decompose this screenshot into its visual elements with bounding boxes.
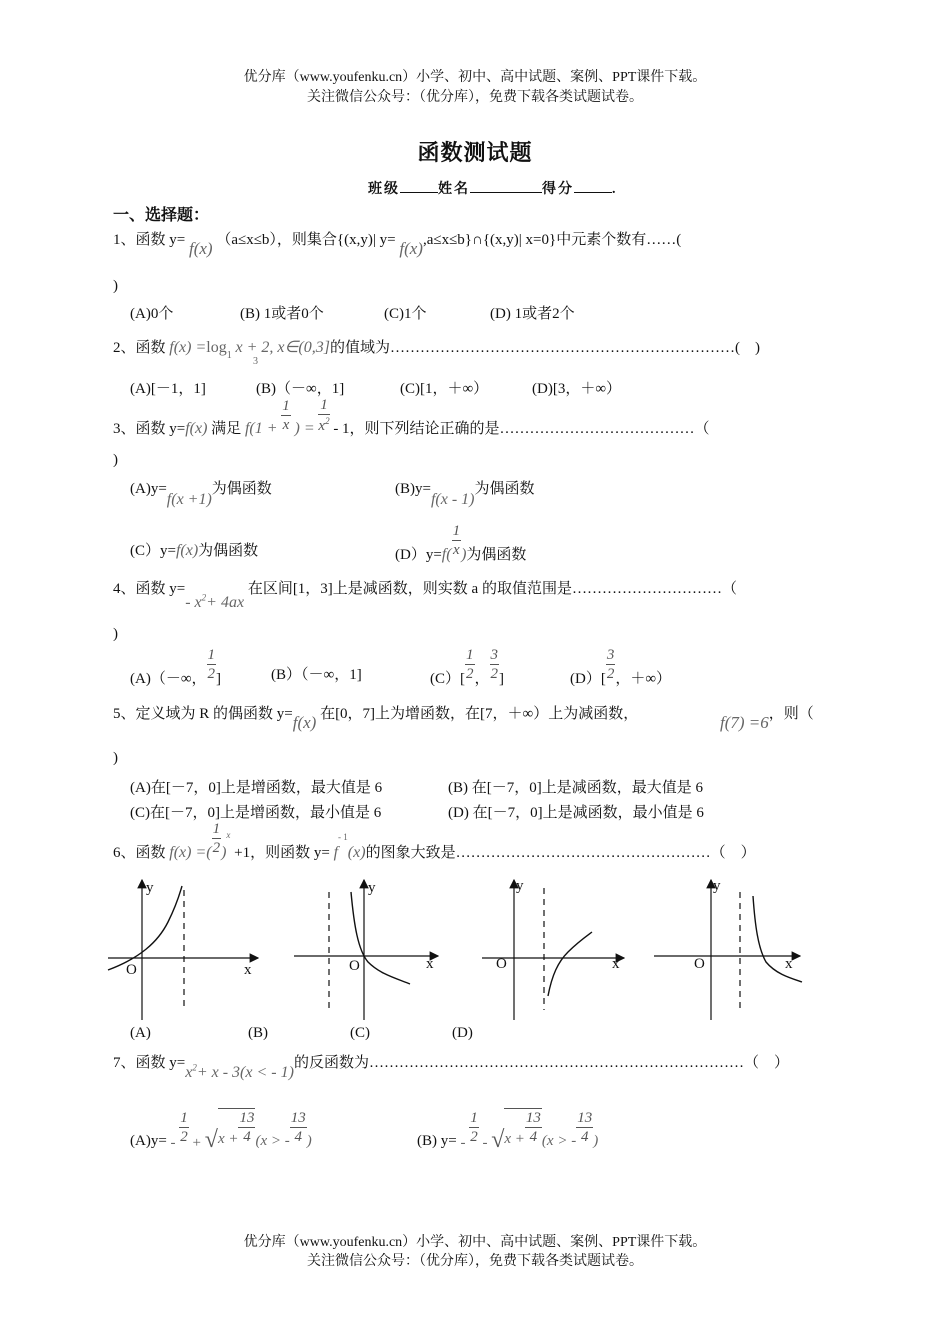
q2-option-b[interactable]: (B)（－∞，1]: [256, 381, 345, 397]
q4-option-d[interactable]: [570, 648, 671, 696]
graph-d-curve: [753, 896, 802, 982]
q5-close: ): [113, 750, 118, 766]
q4-opt-c-frac2: [490, 648, 500, 682]
q3-equals: ) =: [294, 420, 315, 438]
graph-a-origin: O: [126, 962, 137, 978]
header-line-1: 优分库（www.youfenku.cn）小学、初中、高中试题、案例、PPT课件下载。: [243, 70, 707, 85]
q6-close-paren: ): [221, 844, 227, 862]
q3-opt-b-expr: f(x - 1): [430, 491, 475, 508]
q3-option-a[interactable]: [130, 477, 272, 508]
graph-c-curve: [548, 932, 592, 996]
q3-option-d[interactable]: [395, 524, 526, 572]
question-6: [113, 822, 756, 872]
q1-fx: f(x): [188, 239, 213, 258]
q2-fx: f(x) =: [169, 339, 207, 356]
q1-text-a: 1、函数 y=: [113, 232, 186, 248]
graph-b-curve: [351, 892, 410, 984]
q6-fx: f(x) =(: [169, 844, 212, 862]
q4-opt-c-sep: ，: [474, 671, 490, 688]
q7-opt-a-plus: +: [192, 1135, 202, 1152]
q7-opt-a-label: (A)y=: [130, 1133, 167, 1150]
graph-c-origin: O: [496, 956, 507, 972]
q7-opt-a-cond-num: 13: [290, 1110, 306, 1126]
q7-opt-a-13-den: 4: [243, 1129, 251, 1145]
q1-close: ): [113, 278, 118, 294]
q4-opt-d-den: 2: [606, 666, 615, 682]
q7-opt-a-half-num: 1: [180, 1110, 188, 1126]
q7-opt-a-frac-13: [238, 1111, 255, 1145]
q7-opt-a-sqrt: √: [204, 1127, 218, 1154]
q4-expr: [185, 594, 244, 611]
score-blank[interactable]: [574, 178, 612, 193]
q4-opt-d-frac: [606, 648, 616, 682]
q7-opt-b-close: ): [593, 1133, 599, 1150]
q4-text-b: 在区间[1，3]上是减函数，则实数 a 的取值范围是…………………………（: [247, 581, 737, 597]
q2-option-d[interactable]: (D)[3，＋∞）: [532, 381, 622, 397]
q7-opt-a-half-den: 2: [180, 1129, 188, 1145]
question-4: [113, 577, 737, 611]
q4-expr-b: + 4ax: [206, 594, 245, 611]
q3-text-e: - 1，则下列结论正确的是…………………………………（: [333, 421, 710, 438]
graph-c-x-label: x: [612, 956, 620, 972]
q3-frac-1-over-x2: [318, 398, 329, 434]
footer-line-2: 关注微信公众号：（优分库），免费下载各类试题试卷。: [307, 1254, 643, 1269]
q7-opt-b-sqrt: √: [491, 1127, 505, 1154]
q1-option-c[interactable]: (C)1个: [384, 306, 427, 322]
score-label: 得分: [542, 182, 574, 197]
q7-opt-b-half-num: 1: [470, 1110, 478, 1126]
question-1: [113, 228, 682, 258]
q6-inv-power: - 1: [338, 832, 348, 843]
section-heading: 一、选择题：: [113, 207, 210, 224]
q4-option-b[interactable]: (B）（－∞，1]: [271, 667, 362, 683]
graph-d-label[interactable]: (D): [452, 1025, 473, 1041]
q2-log-base: 1: [226, 350, 232, 361]
info-line: [368, 178, 618, 198]
q4-opt-d-num: 3: [606, 647, 615, 663]
q7-opt-a-frac-cond: [290, 1111, 307, 1145]
question-5: [113, 702, 639, 732]
graph-d[interactable]: [654, 878, 802, 1020]
q2-option-a[interactable]: (A)[－1，1]: [130, 381, 206, 397]
q3-opt-c-expr: f(x): [175, 542, 199, 559]
q7-opt-b-13-den: 4: [529, 1129, 538, 1145]
graph-d-origin: O: [694, 956, 705, 972]
q5-option-a[interactable]: (A)在[－7，0]上是增函数，最大值是 6: [130, 780, 383, 796]
q7-opt-a-xplus: x +: [217, 1131, 239, 1148]
q2-log: log: [206, 339, 227, 356]
q7-opt-b-minus: -: [460, 1135, 466, 1152]
graph-c-label[interactable]: (C): [350, 1025, 370, 1041]
q2-option-c[interactable]: (C)[1，＋∞）: [400, 381, 489, 397]
name-label: 姓名: [438, 182, 470, 197]
q7-opt-b-cond-den: 4: [580, 1129, 589, 1145]
q4-opt-d-label: (D）[: [570, 671, 606, 688]
q3-opt-c-text: 为偶函数: [198, 543, 259, 559]
graph-c[interactable]: [482, 878, 624, 1020]
q3-opt-a-label: (A)y=: [130, 481, 167, 497]
page-title: 函数测试题: [417, 140, 533, 165]
q4-opt-d-end: ，＋∞）: [615, 671, 672, 688]
q5-tail: [720, 702, 814, 732]
q3-text-a: 3、函数 y=: [113, 421, 186, 438]
q4-expr-sq: 2: [201, 592, 207, 603]
q6-frac-den: 2: [212, 840, 221, 856]
q7-opt-b-label: (B) y=: [417, 1133, 457, 1150]
q7-opt-b-xplus: x +: [504, 1131, 525, 1148]
q7-text-a: 7、函数 y=: [113, 1055, 186, 1071]
q6-frac: [212, 822, 222, 856]
q3-opt-a-text: 为偶函数: [211, 481, 272, 497]
question-7: [113, 1051, 789, 1081]
question-3: [113, 398, 710, 448]
q3-opt-a-expr: f(x +1): [166, 491, 212, 508]
graph-d-x-label: x: [785, 956, 793, 972]
q7-opt-a-minus: -: [170, 1135, 176, 1152]
q4-opt-c-num2: 3: [490, 647, 499, 663]
q3-opt-d-f: f(: [441, 546, 452, 564]
q3-opt-d-label: (D）y=: [395, 547, 442, 564]
q4-opt-c-frac1: [465, 648, 475, 682]
graph-a-x-label: x: [244, 962, 252, 978]
q6-text-a: 6、函数: [113, 845, 166, 862]
q3-f-arg: f(1 +: [244, 420, 278, 438]
q1-option-d[interactable]: (D) 1或者2个: [490, 306, 575, 322]
graph-d-y-label: y: [713, 878, 721, 894]
q7-opt-a-close: ): [306, 1133, 312, 1150]
q6-power: x: [226, 830, 231, 841]
q3-opt-d-den: x: [452, 542, 460, 558]
q4-opt-a-label: (A)（－∞，: [130, 671, 207, 688]
q1-option-b[interactable]: (B) 1或者0个: [240, 306, 324, 322]
q3-option-c[interactable]: [130, 539, 258, 560]
q2-log-base-den: 3: [253, 356, 258, 367]
graph-b-x-label: x: [426, 956, 434, 972]
q7-opt-a-cond: (x > -: [255, 1133, 290, 1150]
q1-option-a[interactable]: (A)0个: [130, 306, 174, 322]
q4-option-c[interactable]: [430, 648, 504, 696]
q6-text-plus: +1，则函数 y=: [234, 845, 330, 862]
q6-finv: f: [333, 844, 339, 862]
q4-opt-a-den: 2: [207, 666, 216, 682]
q2-text-b: 的值域为……………………………………………………………( ): [329, 340, 760, 356]
q2-text-a: 2、函数: [113, 340, 166, 356]
q3-opt-c-label: (C）y=: [130, 543, 176, 559]
q4-opt-a-num: 1: [207, 647, 216, 663]
q7-expr-sq: 2: [192, 1062, 197, 1073]
q7-option-a[interactable]: [130, 1108, 312, 1158]
q3-opt-d-frac: [452, 524, 462, 558]
q7-expr-x: x: [185, 1064, 193, 1081]
q3-close: ): [113, 452, 118, 468]
q3-text-b: 满足: [211, 421, 242, 438]
q3-frac-num: 1: [282, 398, 290, 414]
q7-opt-b-cond-num: 13: [577, 1110, 593, 1126]
q6-graphs: [100, 870, 820, 1050]
header-line-2: 关注微信公众号：（优分库），免费下载各类试题试卷。: [307, 90, 643, 105]
q6-text-b: 的图象大致是……………………………………………（ ）: [365, 845, 756, 862]
q7-option-b[interactable]: [417, 1108, 598, 1158]
q6-finv-arg: (x): [347, 844, 366, 862]
q3-opt-b-text: 为偶函数: [474, 481, 535, 497]
graph-a[interactable]: [108, 880, 258, 1020]
q7-opt-b-radicand: [504, 1108, 542, 1148]
class-label: 班级: [368, 182, 400, 197]
graph-b-origin: O: [349, 958, 360, 974]
q5-f7: f(7) =6: [720, 713, 769, 732]
q4-expr-a: - x: [185, 594, 202, 611]
q3-fx: f(x): [185, 420, 208, 438]
q5-option-c[interactable]: (C)在[－7，0]上是增函数，最小值是 6: [130, 805, 382, 821]
q4-opt-c-den1: 2: [466, 666, 474, 682]
q5-option-d[interactable]: (D) 在[－7，0]上是减函数，最小值是 6: [448, 805, 704, 821]
q5-text-d: ，则（: [768, 706, 814, 722]
q1-text-c: ,a≤x≤b}∩{(x,y)| x=0}中元素个数有……(: [422, 232, 682, 248]
q3-frac2-num: 1: [320, 397, 328, 413]
q3-option-b[interactable]: [395, 477, 535, 508]
q7-opt-b-frac-13: [525, 1111, 542, 1145]
q3-opt-d-num: 1: [452, 523, 461, 539]
q7-opt-b-frac-half: [469, 1111, 479, 1145]
q4-close: ): [113, 626, 118, 642]
graph-c-y-label: y: [516, 878, 524, 894]
q7-text-b: 的反函数为…………………………………………………………………（ ）: [293, 1055, 789, 1071]
graph-a-label[interactable]: (A): [130, 1025, 151, 1041]
q7-expr-rest: + x - 3(x < - 1): [196, 1064, 294, 1081]
q7-opt-b-cond: (x > -: [541, 1133, 577, 1150]
q5-fx: f(x): [292, 713, 317, 732]
question-2: [113, 336, 760, 361]
info-end: .: [612, 182, 618, 197]
q3-opt-d-close: ): [461, 546, 467, 564]
q4-opt-c-label: (C）[: [430, 671, 465, 688]
q1-fx-2: f(x): [399, 239, 423, 258]
q3-frac-den: x: [282, 417, 290, 433]
q7-opt-b-half-den: 2: [470, 1129, 478, 1145]
graph-b[interactable]: [294, 880, 438, 1020]
q3-frac-1-over-x: [281, 399, 291, 433]
q5-option-b[interactable]: (B) 在[－7，0]上是减函数，最大值是 6: [448, 780, 703, 796]
q7-opt-a-cond-den: 4: [294, 1129, 302, 1145]
q6-frac-num: 1: [212, 821, 221, 837]
q7-opt-a-radicand: [217, 1108, 256, 1148]
graph-b-label[interactable]: (B): [248, 1025, 268, 1041]
q3-frac2-sq: 2: [325, 416, 330, 426]
q4-opt-c-end: ]: [499, 671, 505, 688]
q4-text-a: 4、函数 y=: [113, 581, 186, 597]
q4-opt-c-den2: 2: [490, 666, 499, 682]
graph-a-y-label: y: [146, 880, 154, 896]
q7-opt-a-13-num: 13: [239, 1110, 255, 1126]
graph-b-y-label: y: [368, 880, 376, 896]
q7-expr: [185, 1064, 294, 1081]
footer-line-1: 优分库（www.youfenku.cn）小学、初中、高中试题、案例、PPT课件下载。: [243, 1235, 707, 1250]
q7-opt-a-frac-half: [179, 1111, 189, 1145]
class-blank[interactable]: [400, 178, 438, 193]
q3-opt-d-text: 为偶函数: [466, 547, 527, 564]
name-blank[interactable]: [470, 178, 542, 193]
q1-text-b: （a≤x≤b），则集合{(x,y)| y=: [216, 232, 396, 248]
q2-arg: x + 2, x∈(0,3]: [235, 339, 330, 356]
q4-opt-c-num1: 1: [466, 647, 474, 663]
q5-text-b: 在[0，7]上为增函数，在[7，＋∞）上为减函数，: [320, 706, 639, 722]
q7-opt-b-frac-cond: [576, 1111, 593, 1145]
q3-opt-b-label: (B)y=: [395, 481, 431, 497]
q5-text-a: 5、定义域为 R 的偶函数 y=: [113, 706, 293, 722]
q3-frac2-den: x: [318, 418, 326, 434]
q4-option-a[interactable]: [130, 648, 221, 696]
q4-opt-a-frac: [207, 648, 217, 682]
q4-opt-a-end: ]: [216, 671, 222, 688]
q7-opt-b-minus-2: -: [482, 1135, 488, 1152]
q7-opt-b-13-num: 13: [525, 1110, 541, 1126]
